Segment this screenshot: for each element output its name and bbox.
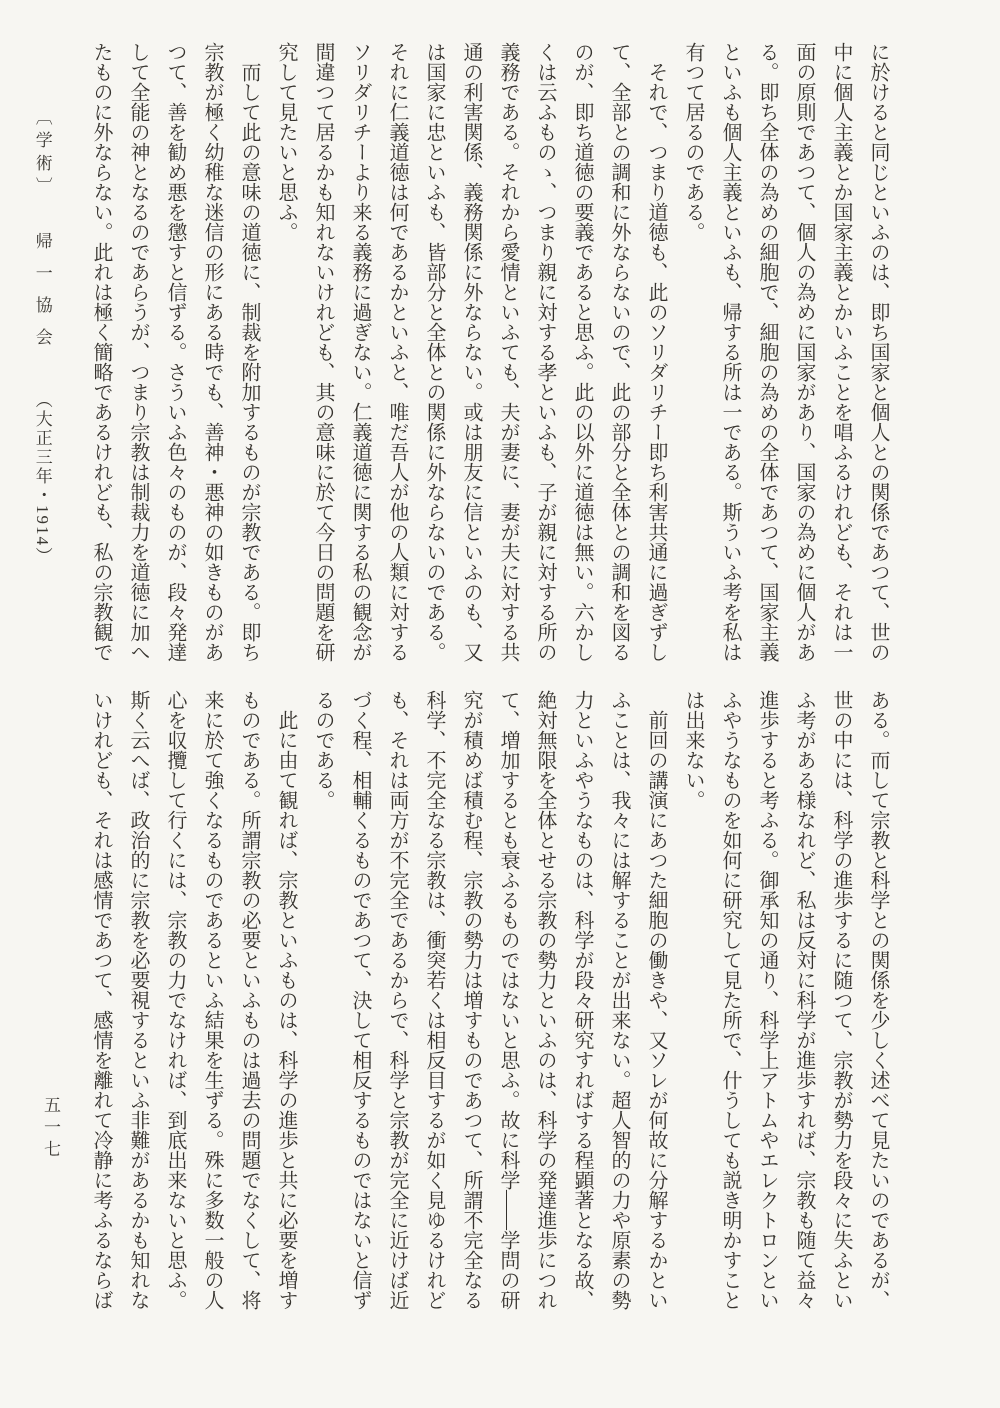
article-category-label: 〔学術〕 — [32, 108, 52, 200]
text-block-bottom — [82, 690, 896, 1312]
article-title: 帰一協会 — [32, 232, 52, 361]
paragraph: 此に由て観れば、宗教といふものは、科学の進歩と共に必要を増すものである。所謂宗教の必要といふものは過去の問題でなくして、将来に於て強くなるものであるといふ結果を生ずる。殊に多数一般の人心を収攬して行くには、宗教の力でなければ、到底出来ないと思ふ。斯く云へば、政治的に宗教を必要視するといふ非難があるかも知れないけれども、それは感情であつて、感情を離れて冷静に考ふるならば — [90, 690, 297, 1310]
paragraph: ある。而して宗教と科学との関係を少しく述べて見たいのであるが、世の中には、科学の進歩するに随つて、宗教が勢力を段々に失ふといふ考がある様なれど、私は反対に科学が進歩すれば、宗教も随て益々進歩すると考ふる。御承知の通り、科学上アトムやエレクトロンといふやうなものを如何に研究して見た所で、什うしても説き明かすことは出来ない。 — [682, 690, 889, 1310]
margin-header — [30, 108, 54, 566]
article-date: （大正三年・1914） — [32, 390, 52, 566]
paragraph: に於けると同じといふのは、即ち国家と個人との関係であつて、世の中に個人主義とか国家主義とかいふことを唱ふるけれども、それは一面の原則であつて、個人の為めに国家があり、国家の為めに個人がある。即ち全体の為めの細胞で、細胞の為めの全体であつて、国家主義といふも個人主義といふも、帰する所は一である。斯ういふ考を私は有つて居るのである。 — [682, 42, 889, 662]
text-block-top — [82, 42, 896, 662]
page-number: 五一七 — [41, 1096, 60, 1162]
paragraph: 前回の講演にあつた細胞の働きや、又ソレが何故に分解するかといふことは、我々には解することが出来ない。超人智的の力や原素の勢力といふやうなものは、科学が段々研究すればする程顕著となる故、絶対無限を全体とせる宗教の勢力といふのは、科学の発達進歩につれて、増加するとも衰ふるものではないと思ふ。故に科学――学問の研究が積めば積む程、宗教の勢力は増すものであつて、所謂不完全なる科学、不完全なる宗教は、衝突若くは相反目するが如く見ゆるけれども、それは両方が不完全であるからで、科学と宗教が完全に近けば近づく程、相輔くるものであつて、決して相反するものではないと信ずるのである。 — [312, 690, 667, 1310]
paragraph: それで、つまり道徳も、此のソリダリチー即ち利害共通に過ぎずして、全部との調和に外ならないので、此の部分と全体との調和を図るのが、即ち道徳の要義であると思ふ。此の以外に道徳は無い。六かしくは云ふものゝ、つまり親に対する孝といふも、子が親に対する所の義務である。それから愛情といふても、夫が妻に、妻が夫に対する共通の利害関係、義務関係に外ならない。或は朋友に信といふのも、又は国家に忠といふも、皆部分と全体との関係に外ならないのである。それに仁義道徳は何であるかといふと、唯だ吾人が他の人類に対するソリダリチーより来る義務に過ぎない。仁義道徳に関する私の観念が間違つて居るかも知れないけれども、其の意味に於て今日の問題を研究して見たいと思ふ。 — [275, 42, 667, 662]
paragraph: 而して此の意味の道徳に、制裁を附加するものが宗教である。即ち宗教が極く幼稚な迷信の形にある時でも、善神・悪神の如きものがあつて、善を勧め悪を懲すと信ずる。さういふ色々のものが、段々発達して全能の神となるのであらうが、つまり宗教は制裁力を道徳に加へたものに外ならない。此れは極く簡略であるけれども、私の宗教観で — [90, 42, 260, 662]
